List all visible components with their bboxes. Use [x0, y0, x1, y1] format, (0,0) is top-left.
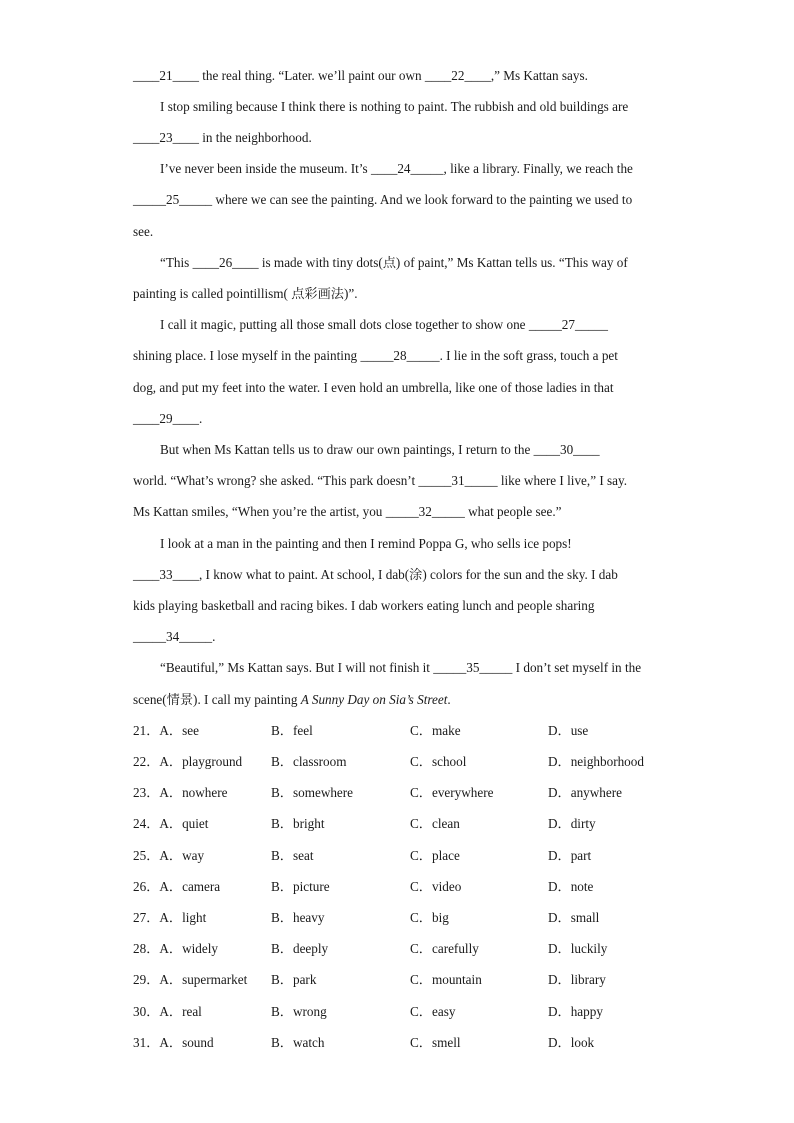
passage-text: world. “What’s wrong? she asked. “This park doesn’t — [133, 473, 419, 488]
passage-line — [133, 130, 661, 146]
blank-28: _____28_____ — [360, 348, 440, 363]
option-c: C．carefully — [410, 941, 479, 956]
passage-line — [160, 660, 688, 676]
blank-32: _____32_____ — [385, 504, 465, 519]
passage-text: the real thing. “Later. we’ll paint our own — [198, 68, 425, 83]
passage-line — [160, 317, 688, 333]
passage-line — [160, 255, 688, 271]
option-c: C．place — [410, 848, 460, 863]
passage-line: I look at a man in the painting and then I remind Poppa G, who sells ice pops! — [160, 536, 572, 551]
passage-text: “This — [160, 255, 193, 270]
passage-text: I call it magic, putting all those small dots close together to show one — [160, 317, 529, 332]
option-a: 25．A．way — [133, 848, 205, 863]
option-b: B．seat — [271, 848, 314, 863]
option-a: 31．A．sound — [133, 1035, 214, 1050]
option-d: D．use — [548, 723, 589, 738]
passage-text: in the neighborhood. — [198, 130, 312, 145]
blank-33: ____33____ — [133, 567, 199, 582]
option-a: 26．A．camera — [133, 879, 221, 894]
option-d: D．small — [548, 910, 600, 925]
option-b: B．bright — [271, 816, 325, 831]
passage-text: . — [212, 629, 216, 644]
option-c: C．everywhere — [410, 785, 494, 800]
blank-29: ____29____ — [133, 411, 199, 426]
option-b: B．feel — [271, 723, 313, 738]
blank-35: _____35_____ — [433, 660, 513, 675]
option-b: B．deeply — [271, 941, 329, 956]
passage-text: , I know what to paint. At school, I dab(涂) colors for the sun and the sky. I dab — [198, 567, 618, 582]
passage-text: I don’t set myself in the — [512, 660, 642, 675]
passage-line — [133, 348, 661, 364]
option-a: 24．A．quiet — [133, 816, 209, 831]
option-c: C．mountain — [410, 972, 482, 987]
option-a: 21．A．see — [133, 723, 199, 738]
passage-text: But when Ms Kattan tells us to draw our own paintings, I return to the — [160, 442, 534, 457]
blank-24: ____24_____ — [370, 161, 444, 176]
passage-line: kids playing basketball and racing bikes. I dab workers eating lunch and people sharing — [133, 598, 595, 613]
option-d: D．note — [548, 879, 594, 894]
blank-34: _____34_____ — [133, 629, 213, 644]
option-b: B．watch — [271, 1035, 325, 1050]
option-a: 28．A．widely — [133, 941, 218, 956]
option-d: D．neighborhood — [548, 754, 644, 769]
option-a: 27．A．light — [133, 910, 207, 925]
option-c: C．easy — [410, 1004, 456, 1019]
passage-text: scene(情景). I call my painting — [133, 692, 301, 707]
passage-line — [133, 473, 661, 489]
passage-line: see. — [133, 224, 154, 239]
blank-23: ____23____ — [133, 130, 199, 145]
option-d: D．dirty — [548, 816, 596, 831]
option-c: C．clean — [410, 816, 460, 831]
option-a: 29．A．supermarket — [133, 972, 248, 987]
passage-text: I’ve never been inside the museum. It’s — [160, 161, 371, 176]
passage-text: like where I live,” I say. — [497, 473, 628, 488]
passage-line — [133, 411, 661, 427]
passage-line — [133, 629, 661, 645]
passage-line: I stop smiling because I think there is nothing to paint. The rubbish and old buildings are — [160, 99, 629, 114]
blank-22: ____22____ — [424, 68, 491, 83]
option-a: 30．A．real — [133, 1004, 202, 1019]
blank-31: _____31_____ — [418, 473, 498, 488]
option-d: D．luckily — [548, 941, 608, 956]
passage-line — [133, 192, 661, 208]
option-a: 23．A．nowhere — [133, 785, 228, 800]
passage-line: dog, and put my feet into the water. I even hold an umbrella, like one of those ladies in that — [133, 380, 614, 395]
passage-text: “Beautiful,” Ms Kattan says. But I will not finish it — [160, 660, 434, 675]
passage-text: is made with tiny dots(点) of paint,” Ms Kattan tells us. “This way of — [258, 255, 628, 270]
option-b: B．picture — [271, 879, 330, 894]
option-d: D．happy — [548, 1004, 603, 1019]
option-c: C．make — [410, 723, 461, 738]
option-d: D．look — [548, 1035, 595, 1050]
passage-line — [133, 68, 661, 84]
passage-line — [160, 442, 688, 458]
passage-line — [133, 692, 661, 708]
blank-21: ____21____ — [133, 68, 199, 83]
passage-line — [160, 161, 688, 177]
option-b: B．wrong — [271, 1004, 327, 1019]
passage-line: painting is called pointillism( 点彩画法)”. — [133, 286, 358, 301]
passage-text: . — [447, 692, 451, 707]
passage-line — [133, 567, 661, 583]
option-b: B．classroom — [271, 754, 347, 769]
blank-26: ____26____ — [192, 255, 259, 270]
passage-text: ,” Ms Kattan says. — [490, 68, 588, 83]
option-b: B．heavy — [271, 910, 325, 925]
passage-text: Ms Kattan smiles, “When you’re the artist, you — [133, 504, 386, 519]
option-d: D．anywhere — [548, 785, 622, 800]
option-c: C．video — [410, 879, 462, 894]
passage-text: . — [198, 411, 203, 426]
passage-text: what people see.” — [464, 504, 562, 519]
option-d: D．part — [548, 848, 592, 863]
option-a: 22．A．playground — [133, 754, 243, 769]
painting-title: A Sunny Day on Sia’s Street — [300, 692, 448, 707]
option-b: B．somewhere — [271, 785, 354, 800]
option-b: B．park — [271, 972, 317, 987]
passage-text: where we can see the painting. And we look forward to the painting we used to — [212, 192, 633, 207]
passage-text: . I lie in the soft grass, touch a pet — [439, 348, 618, 363]
option-c: C．school — [410, 754, 467, 769]
passage-text: shining place. I lose myself in the painting — [133, 348, 361, 363]
option-c: C．smell — [410, 1035, 461, 1050]
passage-text: , like a library. Finally, we reach the — [443, 161, 633, 176]
blank-25: _____25_____ — [133, 192, 213, 207]
option-c: C．big — [410, 910, 449, 925]
passage-line — [133, 504, 661, 520]
blank-30: ____30____ — [533, 442, 600, 457]
option-d: D．library — [548, 972, 606, 987]
blank-27: _____27_____ — [528, 317, 608, 332]
